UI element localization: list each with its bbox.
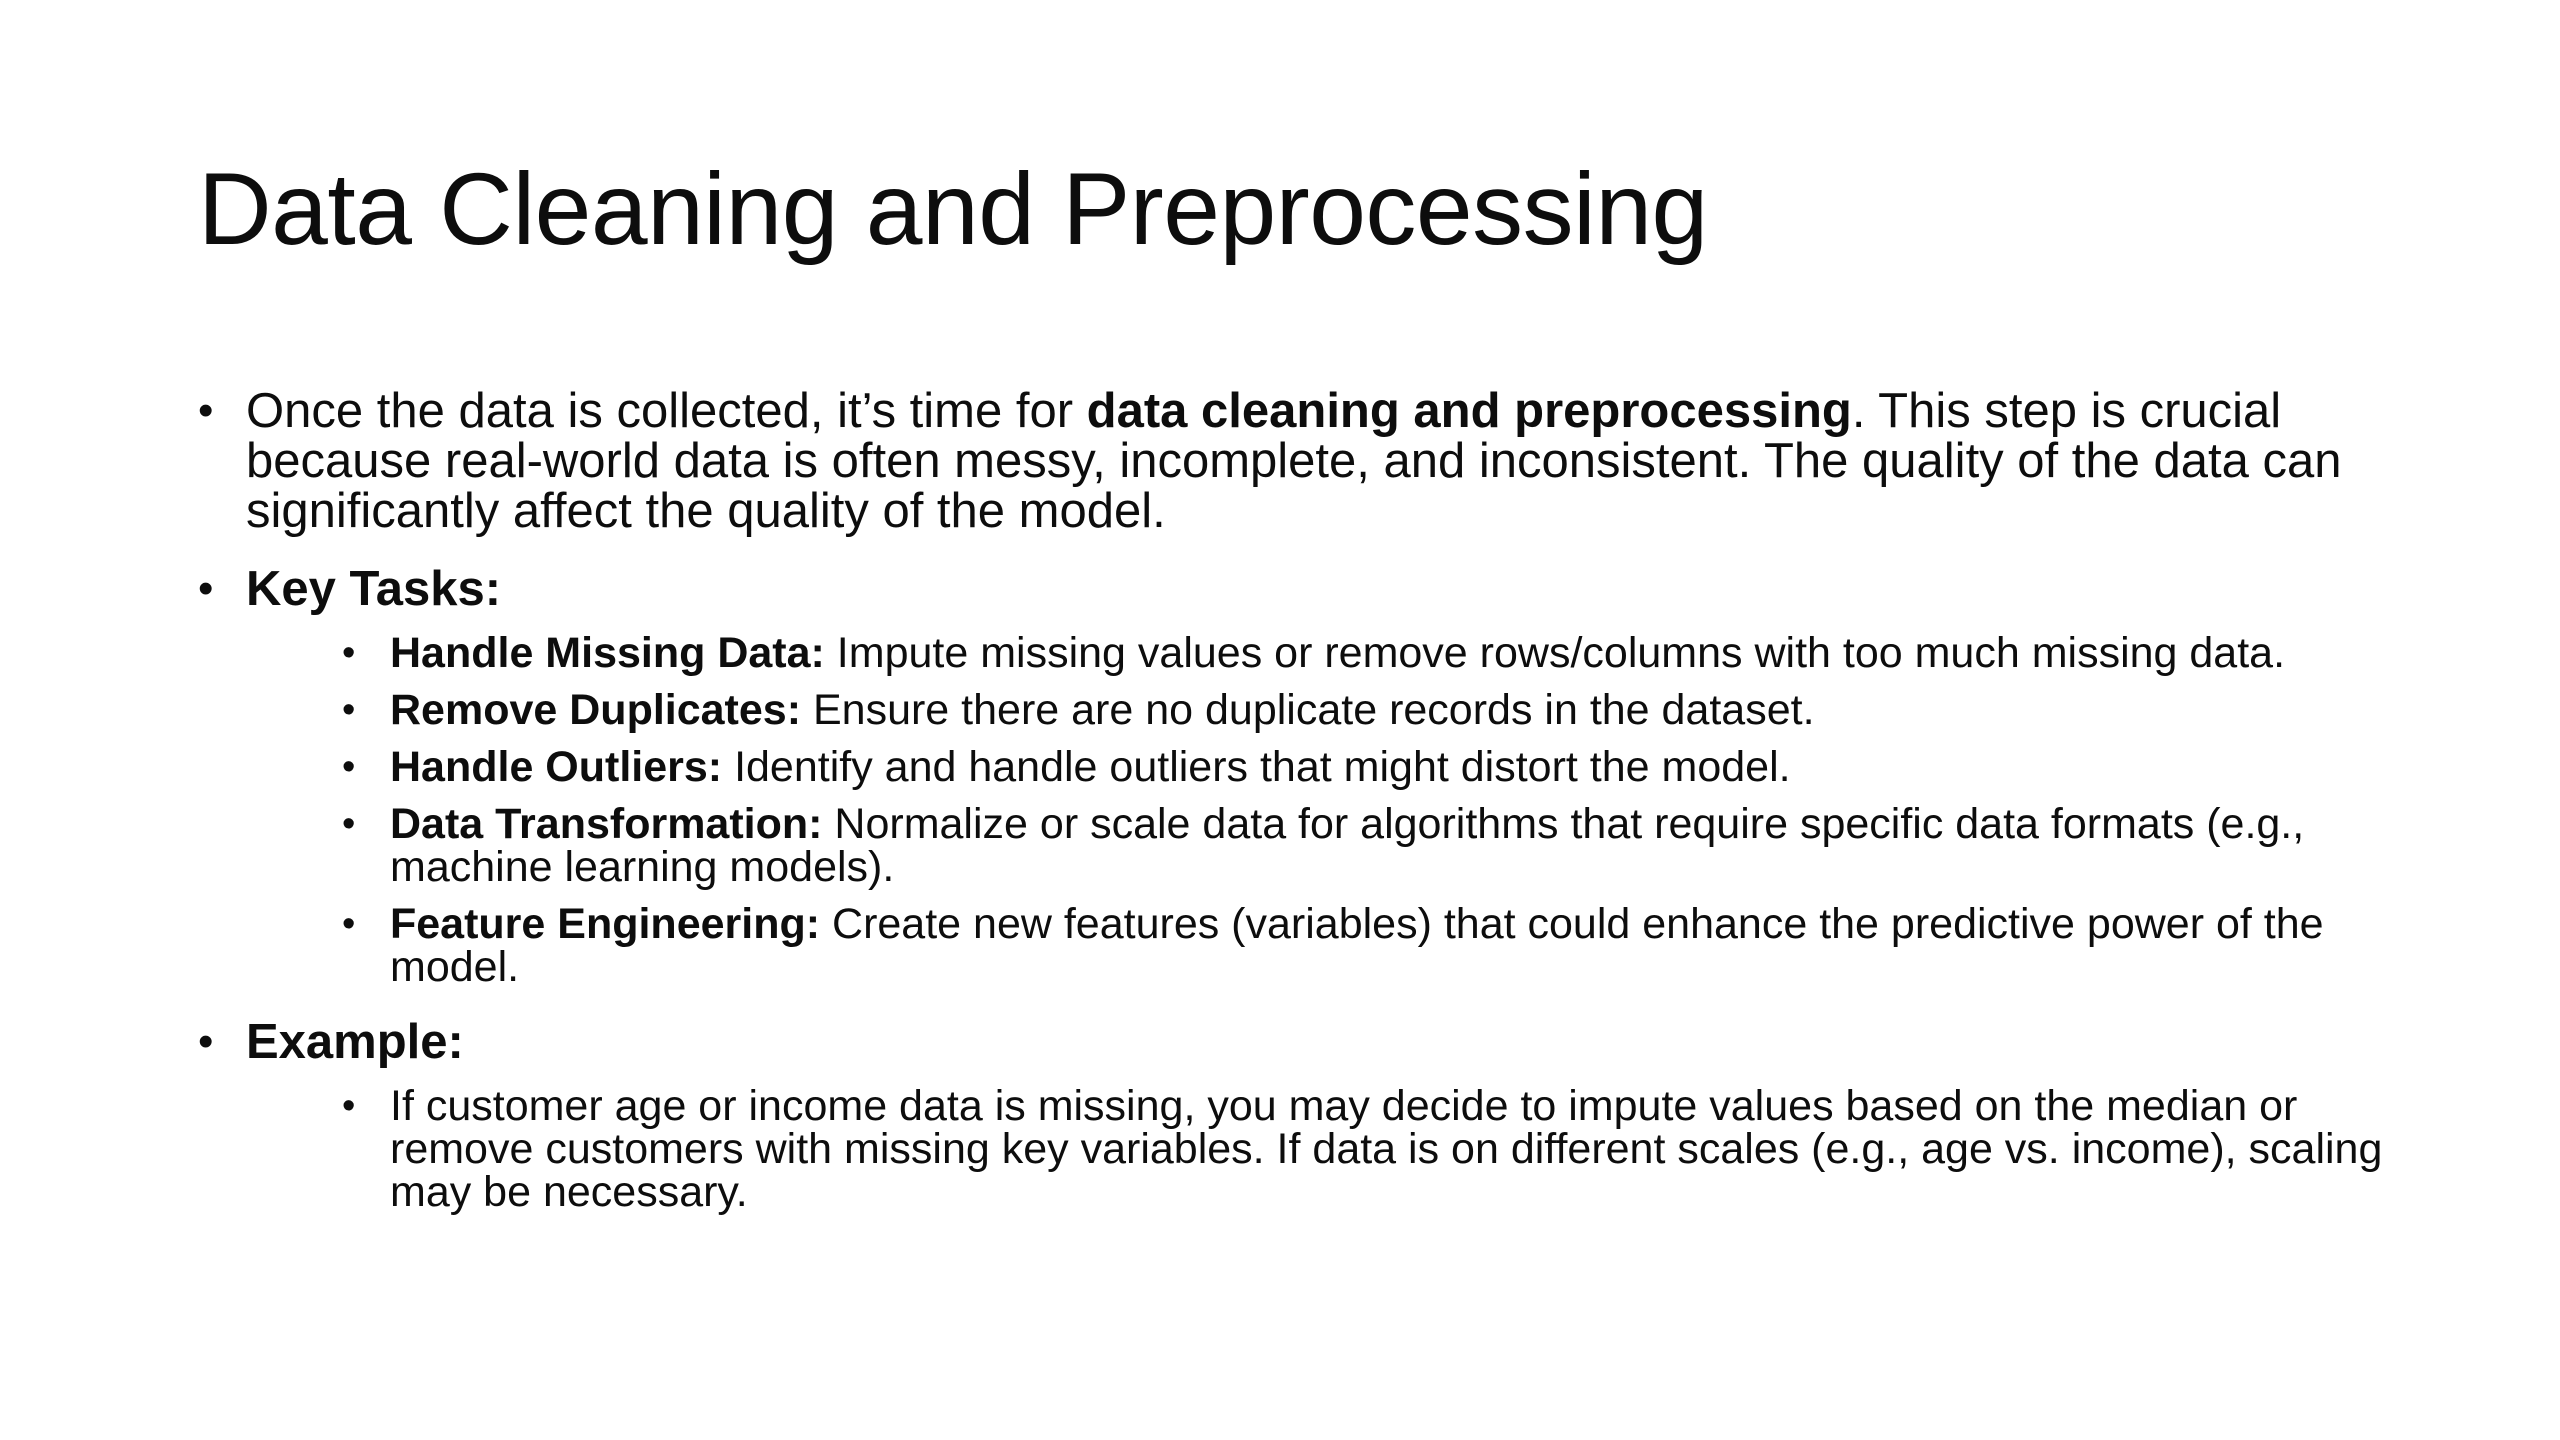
- sub-bullet-dot: •: [342, 1085, 356, 1127]
- item-text: Identify and handle outliers that might distort the model.: [722, 743, 1791, 791]
- example-text: If customer age or income data is missing, you may decide to impute values based on the median or remove customers with missing key variables. If data is on different scales (e.g., age vs. income), scaling may be necessary.: [390, 1082, 2383, 1216]
- sub-bullet-dot: •: [342, 689, 356, 731]
- item-label: Data Transformation:: [390, 800, 823, 848]
- list-item: [342, 900, 2390, 991]
- example-list: [246, 1082, 2398, 1216]
- bullet-intro: [198, 386, 2398, 536]
- bullet-dot: •: [198, 564, 214, 613]
- sub-bullet-dot: •: [342, 903, 356, 945]
- list-item: [342, 686, 2390, 734]
- intro-text-post: . This step is crucial because real-world data is often messy, incomplete, and inconsistent. The quality of the data can significantly affect the quality of the model.: [246, 384, 2342, 538]
- sub-bullet-dot: •: [342, 632, 356, 674]
- bullet-dot: •: [198, 386, 214, 435]
- bullet-example: [198, 1017, 2398, 1214]
- item-text: Create new features (variables) that could enhance the predictive power of the model.: [390, 900, 2324, 991]
- sub-bullet-dot: •: [342, 803, 356, 845]
- intro-text-bold: data cleaning and preprocessing: [1086, 384, 1852, 438]
- slide-title: Data Cleaning and Preprocessing: [198, 152, 1708, 266]
- example-heading: Example:: [246, 1015, 464, 1069]
- key-tasks-heading: Key Tasks:: [246, 562, 502, 616]
- bullet-key-tasks: [198, 564, 2398, 989]
- item-text: Impute missing values or remove rows/columns with too much missing data.: [824, 629, 2286, 677]
- list-item: [342, 743, 2390, 791]
- key-tasks-list: [246, 629, 2398, 991]
- list-item: [342, 800, 2390, 891]
- item-text: Normalize or scale data for algorithms that require specific data formats (e.g., machine learning models).: [390, 800, 2305, 891]
- item-label: Remove Duplicates:: [390, 686, 802, 734]
- item-label: Handle Missing Data:: [390, 629, 825, 677]
- item-text: Ensure there are no duplicate records in the dataset.: [801, 686, 1815, 734]
- list-item: [342, 1082, 2390, 1216]
- sub-bullet-dot: •: [342, 746, 356, 788]
- bullet-list: [198, 386, 2398, 1214]
- bullet-dot: •: [198, 1017, 214, 1066]
- item-label: Handle Outliers:: [390, 743, 723, 791]
- list-item: [342, 629, 2390, 677]
- intro-text-pre: Once the data is collected, it’s time for: [246, 384, 1087, 438]
- item-label: Feature Engineering:: [390, 900, 821, 948]
- slide-content: [198, 386, 2398, 1242]
